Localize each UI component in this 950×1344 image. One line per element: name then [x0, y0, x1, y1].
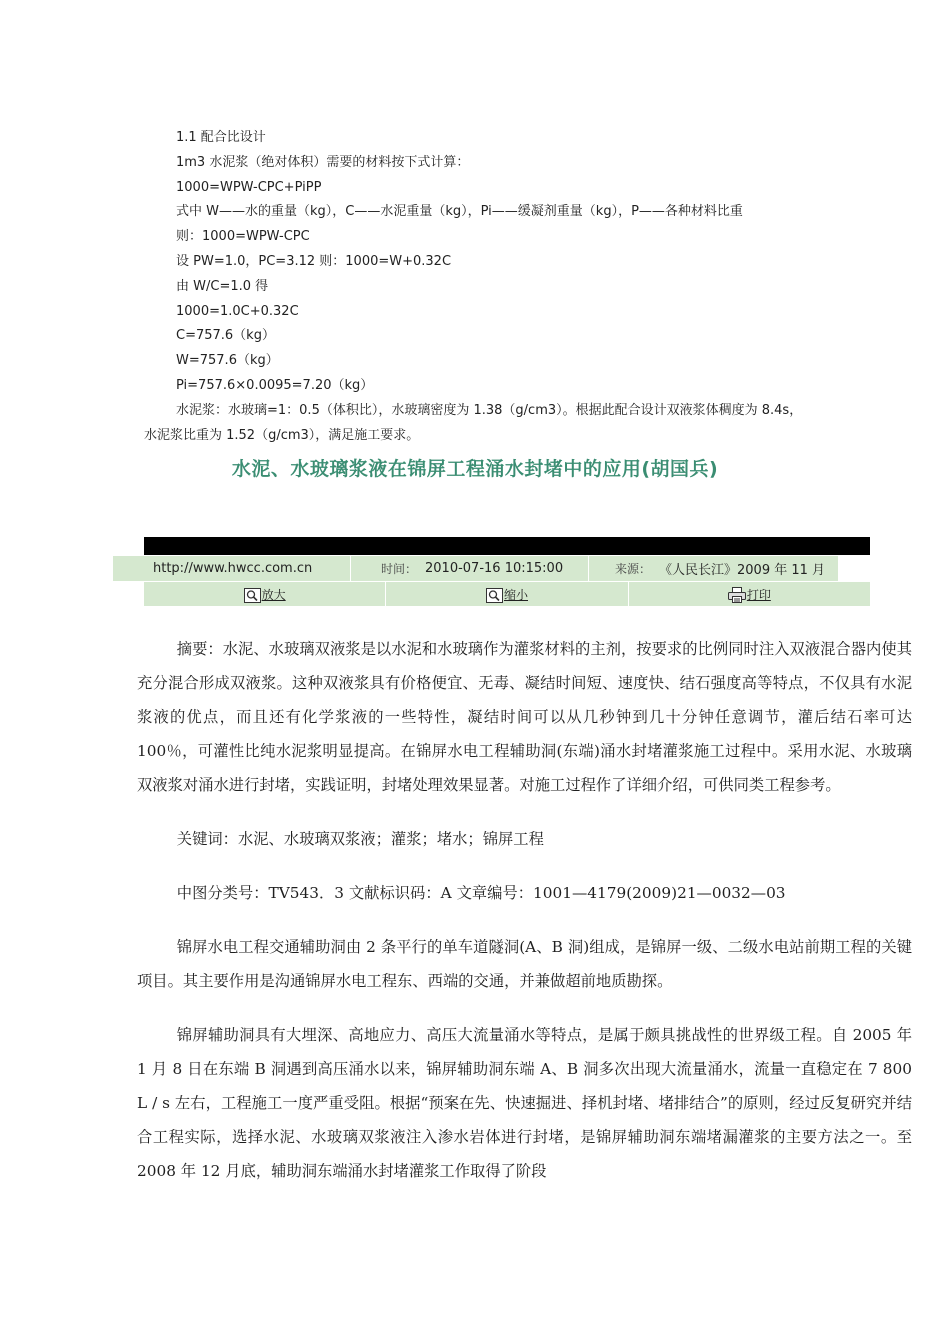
printer-icon — [728, 587, 746, 603]
source-url[interactable]: http://www.hwcc.com.cn — [153, 561, 313, 576]
time-value: 2010-07-16 10:15:00 — [425, 561, 564, 576]
article-meta-bar — [113, 556, 838, 581]
zoom-out-label: 缩小 — [503, 588, 528, 602]
calc-tail-line: 水泥浆比重为 1.52（g/cm3），满足施工要求。 — [144, 428, 420, 443]
calc-line: 1000=WPW-CPC+PiPP — [176, 179, 322, 195]
zoom-in-cell — [144, 582, 386, 606]
calc-line: 由 W/C=1.0 得 — [176, 278, 269, 294]
article-body — [137, 632, 912, 1208]
time-cell — [351, 556, 589, 581]
article-title: 水泥、水玻璃浆液在锦屏工程涌水封堵中的应用(胡国兵) — [231, 458, 719, 480]
keywords-paragraph: 关键词：水泥、水玻璃双浆液；灌浆；堵水；锦屏工程 — [176, 830, 544, 848]
header-bar — [144, 537, 870, 555]
zoom-out-icon — [486, 588, 503, 603]
source-value: 《人民长江》2009 年 11 月 — [659, 563, 826, 578]
zoom-out-cell — [386, 582, 628, 606]
source-url-cell — [113, 556, 351, 581]
calc-line: 1m3 水泥浆（绝对体积）需要的材料按下式计算： — [176, 154, 470, 170]
zoom-out-button[interactable] — [486, 586, 528, 603]
zoom-in-icon — [244, 588, 261, 603]
calc-line: 1000=1.0C+0.32C — [176, 303, 299, 319]
tool-bar — [144, 582, 870, 606]
abstract-paragraph: 摘要：水泥、水玻璃双液浆是以水泥和水玻璃作为灌浆材料的主剂，按要求的比例同时注入双液混合器内使其充分混合形成双液浆。这种双液浆具有价格便宜、无毒、凝结时间短、速度快、结石强度高等特点，不仅具有水泥浆液的优点，而且还有化学浆液的一些特性，凝结时间可以从几秒钟到几十分钟任意调节，灌后结石率可达 100％，可灌性比纯水泥浆明显提高。在锦屏水电工程辅助洞(东端)涌水封堵灌浆施工过程中。采用水泥、水玻璃双液浆对涌水进行封堵，实践证明，封堵处理效果显著。对施工过程作了详细介绍，可供同类工程参考。 — [137, 640, 912, 794]
print-cell — [629, 582, 870, 606]
body-paragraph: 锦屏水电工程交通辅助洞由 2 条平行的单车道隧洞(A、B 洞)组成，是锦屏一级、二级水电站前期工程的关键项目。其主要作用是沟通锦屏水电工程东、西端的交通，并兼做超前地质勘探。 — [137, 938, 912, 990]
calc-line: 水泥浆：水玻璃=1：0.5（体积比），水玻璃密度为 1.38（g/cm3）。根据此配合设计双液浆体稠度为 8.4s， — [176, 402, 803, 418]
print-label: 打印 — [746, 588, 771, 602]
calculation-section — [144, 126, 876, 443]
body-paragraph: 锦屏辅助洞具有大埋深、高地应力、高压大流量涌水等特点，是属于颇具挑战性的世界级工程。自 2005 年 1 月 8 日在东端 B 洞遇到高压涌水以来，锦屏辅助洞东端 A、B 洞多次出现大流量涌水，流量一直稳定在 7 800 L / s 左右，工程施工一度严重受阻。根据“预案在先、快速掘进、择机封堵、堵排结合”的原则，经过反复研究并结合工程实际，选择水泥、水玻璃双浆液注入渗水岩体进行封堵，是锦屏辅助洞东端堵漏灌浆的主要方法之一。至 2008 年 12 月底，辅助洞东端涌水封堵灌浆工作取得了阶段 — [137, 1026, 912, 1180]
print-button[interactable] — [728, 586, 771, 603]
calc-line: 1.1 配合比设计 — [176, 130, 266, 145]
calc-line: W=757.6（kg） — [176, 353, 279, 369]
classification-paragraph: 中图分类号：TV543．3 文献标识码：A 文章编号：1001—4179(2009)21—0032—03 — [176, 884, 786, 902]
zoom-in-label: 放大 — [261, 588, 286, 602]
calc-line: 式中 W——水的重量（kg），C——水泥重量（kg），Pi——缓凝剂重量（kg），P——各种材料比重 — [176, 204, 743, 220]
calc-line: C=757.6（kg） — [176, 328, 275, 344]
zoom-in-button[interactable] — [244, 586, 286, 603]
calc-line: Pi=757.6×0.0095=7.20（kg） — [176, 377, 374, 393]
calc-line: 则：1000=WPW-CPC — [176, 229, 310, 245]
source-label: 来源： — [615, 562, 652, 576]
source-cell — [589, 556, 838, 581]
time-label: 时间： — [381, 562, 418, 576]
calc-line: 设 PW=1.0，PC=3.12 则：1000=W+0.32C — [176, 253, 452, 269]
